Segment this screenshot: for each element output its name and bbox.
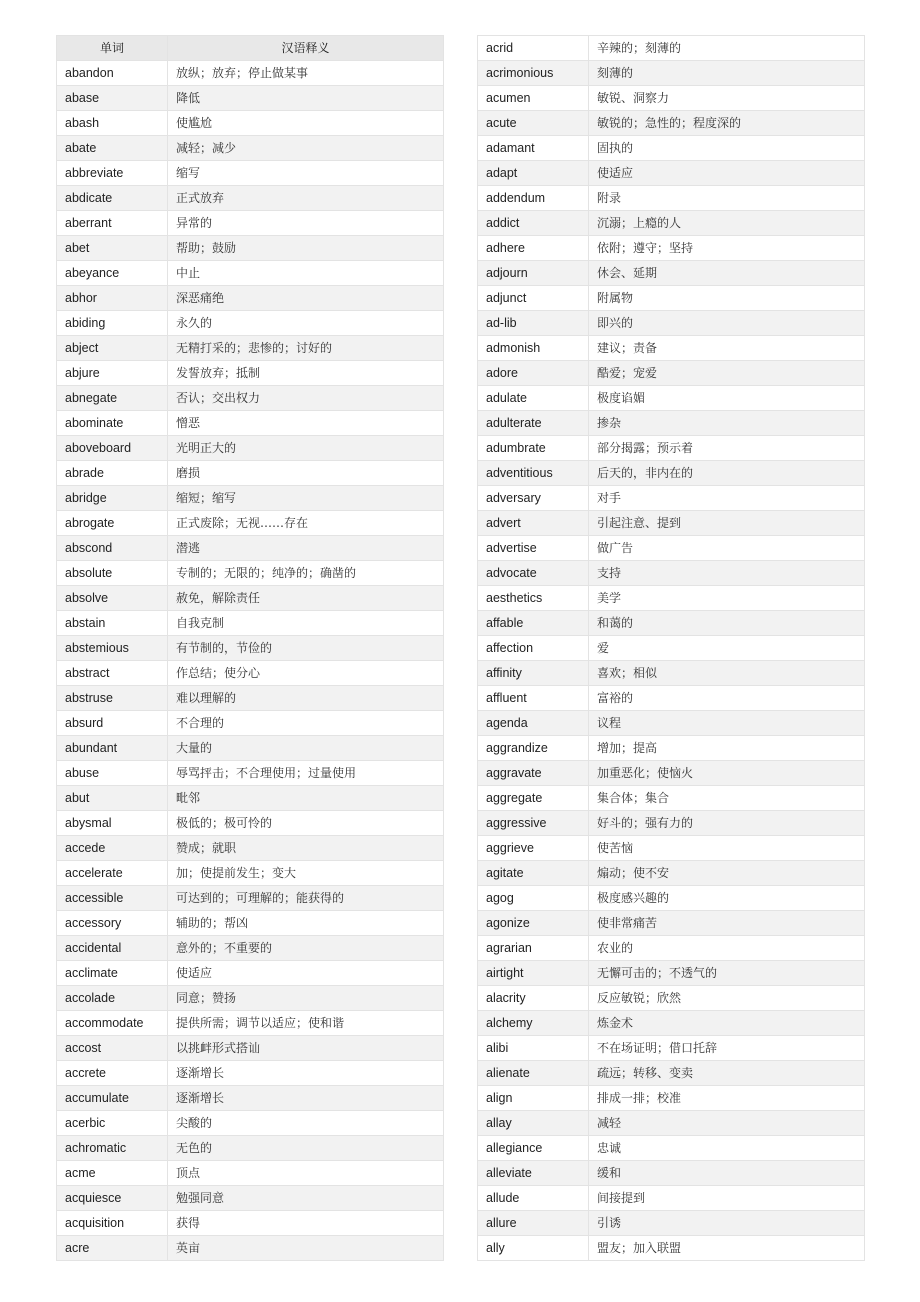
definition-cell: 光明正大的	[168, 436, 444, 461]
table-row	[478, 886, 865, 911]
definition-cell: 加重恶化；使恼火	[589, 761, 865, 786]
table-row	[57, 411, 444, 436]
definition-cell: 后天的，非内在的	[589, 461, 865, 486]
word-cell: acerbic	[57, 1111, 168, 1136]
table-row	[57, 1011, 444, 1036]
definition-cell: 辱骂抨击；不合理使用；过量使用	[168, 761, 444, 786]
word-cell: adventitious	[478, 461, 589, 486]
word-cell: accelerate	[57, 861, 168, 886]
word-cell: alacrity	[478, 986, 589, 1011]
table-row	[478, 836, 865, 861]
table-row	[478, 511, 865, 536]
definition-cell: 获得	[168, 1211, 444, 1236]
definition-cell: 间接提到	[589, 1186, 865, 1211]
word-cell: aberrant	[57, 211, 168, 236]
table-row	[57, 836, 444, 861]
word-cell: aboveboard	[57, 436, 168, 461]
word-cell: acre	[57, 1236, 168, 1261]
definition-cell: 无精打采的；悲惨的；讨好的	[168, 336, 444, 361]
definition-cell: 专制的；无限的；纯净的；确凿的	[168, 561, 444, 586]
table-row	[57, 1211, 444, 1236]
table-row	[478, 1236, 865, 1261]
definition-cell: 使苦恼	[589, 836, 865, 861]
word-cell: alienate	[478, 1061, 589, 1086]
definition-cell: 缩写	[168, 161, 444, 186]
word-cell: abrade	[57, 461, 168, 486]
table-row	[478, 1161, 865, 1186]
word-cell: abject	[57, 336, 168, 361]
vocabulary-table-right	[477, 35, 865, 1261]
word-cell: accommodate	[57, 1011, 168, 1036]
table-row	[57, 736, 444, 761]
table-row	[478, 536, 865, 561]
word-cell: aesthetics	[478, 586, 589, 611]
definition-cell: 可达到的；可理解的；能获得的	[168, 886, 444, 911]
table-row	[478, 361, 865, 386]
definition-cell: 附属物	[589, 286, 865, 311]
definition-cell: 引诱	[589, 1211, 865, 1236]
definition-cell: 炼金术	[589, 1011, 865, 1036]
definition-cell: 尖酸的	[168, 1111, 444, 1136]
word-cell: advertise	[478, 536, 589, 561]
table-row	[478, 111, 865, 136]
table-row	[478, 736, 865, 761]
table-row	[57, 511, 444, 536]
definition-cell: 忠诚	[589, 1136, 865, 1161]
definition-cell: 刻薄的	[589, 61, 865, 86]
word-cell: abase	[57, 86, 168, 111]
table-row	[478, 161, 865, 186]
definition-cell: 酷爱；宠爱	[589, 361, 865, 386]
word-cell: abscond	[57, 536, 168, 561]
definition-cell: 辛辣的；刻薄的	[589, 36, 865, 61]
word-cell: aggregate	[478, 786, 589, 811]
word-cell: aggressive	[478, 811, 589, 836]
definition-cell: 正式放弃	[168, 186, 444, 211]
word-cell: acrid	[478, 36, 589, 61]
definition-cell: 极度感兴趣的	[589, 886, 865, 911]
table-row	[57, 1236, 444, 1261]
word-cell: accessory	[57, 911, 168, 936]
word-cell: abstract	[57, 661, 168, 686]
definition-cell: 有节制的，节俭的	[168, 636, 444, 661]
definition-cell: 使适应	[168, 961, 444, 986]
table-row	[478, 1036, 865, 1061]
word-cell: absolute	[57, 561, 168, 586]
definition-cell: 正式废除；无视……存在	[168, 511, 444, 536]
table-row	[57, 986, 444, 1011]
word-cell: abdicate	[57, 186, 168, 211]
word-cell: adhere	[478, 236, 589, 261]
definition-cell: 爱	[589, 636, 865, 661]
vocabulary-table-left	[56, 35, 444, 1261]
word-cell: alleviate	[478, 1161, 589, 1186]
word-cell: abate	[57, 136, 168, 161]
word-cell: acute	[478, 111, 589, 136]
word-cell: aggrandize	[478, 736, 589, 761]
word-cell: abandon	[57, 61, 168, 86]
definition-cell: 以挑衅形式搭讪	[168, 1036, 444, 1061]
table-row	[478, 461, 865, 486]
table-row	[57, 1111, 444, 1136]
definition-cell: 意外的；不重要的	[168, 936, 444, 961]
definition-cell: 对手	[589, 486, 865, 511]
table-row	[57, 386, 444, 411]
table-row	[478, 1061, 865, 1086]
table-row	[478, 236, 865, 261]
table-header-row	[57, 36, 444, 61]
word-cell: acclimate	[57, 961, 168, 986]
definition-cell: 疏远；转移、变卖	[589, 1061, 865, 1086]
table-row	[478, 611, 865, 636]
table-row	[478, 436, 865, 461]
table-row	[478, 961, 865, 986]
word-cell: advocate	[478, 561, 589, 586]
word-cell: affection	[478, 636, 589, 661]
definition-cell: 发誓放弃；抵制	[168, 361, 444, 386]
word-cell: agonize	[478, 911, 589, 936]
definition-cell: 憎恶	[168, 411, 444, 436]
word-cell: admonish	[478, 336, 589, 361]
definition-cell: 富裕的	[589, 686, 865, 711]
definition-cell: 缓和	[589, 1161, 865, 1186]
word-cell: adore	[478, 361, 589, 386]
definition-cell: 喜欢；相似	[589, 661, 865, 686]
definition-cell: 敏锐的；急性的；程度深的	[589, 111, 865, 136]
word-cell: alchemy	[478, 1011, 589, 1036]
word-cell: adamant	[478, 136, 589, 161]
table-row	[57, 686, 444, 711]
word-cell: abstruse	[57, 686, 168, 711]
table-row	[57, 461, 444, 486]
table-row	[57, 886, 444, 911]
vocabulary-table-left-body	[57, 61, 444, 1261]
table-row	[478, 186, 865, 211]
definition-cell: 勉强同意	[168, 1186, 444, 1211]
word-cell: adumbrate	[478, 436, 589, 461]
table-row	[57, 1036, 444, 1061]
table-row	[478, 561, 865, 586]
word-cell: airtight	[478, 961, 589, 986]
definition-cell: 不合理的	[168, 711, 444, 736]
word-cell: adapt	[478, 161, 589, 186]
definition-cell: 不在场证明；借口托辞	[589, 1036, 865, 1061]
table-row	[478, 786, 865, 811]
word-cell: abbreviate	[57, 161, 168, 186]
word-cell: abiding	[57, 311, 168, 336]
definition-cell: 极低的；极可怜的	[168, 811, 444, 836]
table-row	[57, 961, 444, 986]
table-row	[478, 861, 865, 886]
table-row	[57, 1136, 444, 1161]
definition-cell: 议程	[589, 711, 865, 736]
table-row	[478, 761, 865, 786]
table-row	[478, 661, 865, 686]
table-row	[478, 711, 865, 736]
word-cell: accost	[57, 1036, 168, 1061]
word-cell: accede	[57, 836, 168, 861]
table-row	[57, 561, 444, 586]
definition-cell: 农业的	[589, 936, 865, 961]
definition-cell: 自我克制	[168, 611, 444, 636]
definition-cell: 磨损	[168, 461, 444, 486]
word-cell: adulterate	[478, 411, 589, 436]
definition-cell: 即兴的	[589, 311, 865, 336]
definition-cell: 好斗的；强有力的	[589, 811, 865, 836]
word-cell: abstain	[57, 611, 168, 636]
definition-cell: 建议；责备	[589, 336, 865, 361]
table-row	[57, 536, 444, 561]
word-cell: ad-lib	[478, 311, 589, 336]
definition-cell: 使适应	[589, 161, 865, 186]
word-cell: acme	[57, 1161, 168, 1186]
definition-cell: 支持	[589, 561, 865, 586]
table-row	[57, 661, 444, 686]
table-row	[57, 111, 444, 136]
definition-cell: 否认；交出权力	[168, 386, 444, 411]
word-cell: abrogate	[57, 511, 168, 536]
table-row	[57, 86, 444, 111]
word-cell: agenda	[478, 711, 589, 736]
definition-cell: 沉溺；上瘾的人	[589, 211, 865, 236]
word-cell: allegiance	[478, 1136, 589, 1161]
table-row	[57, 586, 444, 611]
word-cell: agrarian	[478, 936, 589, 961]
table-row	[57, 761, 444, 786]
table-row	[57, 161, 444, 186]
table-row	[478, 36, 865, 61]
table-row	[478, 1186, 865, 1211]
table-row	[478, 586, 865, 611]
word-cell: abridge	[57, 486, 168, 511]
word-cell: abstemious	[57, 636, 168, 661]
word-cell: affable	[478, 611, 589, 636]
definition-cell: 集合体；集合	[589, 786, 865, 811]
table-row	[478, 1136, 865, 1161]
word-cell: addict	[478, 211, 589, 236]
word-cell: absurd	[57, 711, 168, 736]
word-cell: aggravate	[478, 761, 589, 786]
word-cell: accolade	[57, 986, 168, 1011]
definition-cell: 盟友；加入联盟	[589, 1236, 865, 1261]
table-row	[57, 311, 444, 336]
table-row	[57, 1161, 444, 1186]
word-cell: addendum	[478, 186, 589, 211]
table-row	[57, 936, 444, 961]
table-row	[478, 986, 865, 1011]
definition-cell: 加；使提前发生；变大	[168, 861, 444, 886]
table-row	[57, 61, 444, 86]
definition-cell: 煽动；使不安	[589, 861, 865, 886]
table-row	[57, 636, 444, 661]
definition-cell: 降低	[168, 86, 444, 111]
definition-cell: 排成一排；校准	[589, 1086, 865, 1111]
table-row	[478, 811, 865, 836]
definition-cell: 使非常痛苦	[589, 911, 865, 936]
definition-cell: 中止	[168, 261, 444, 286]
table-row	[57, 861, 444, 886]
definition-cell: 引起注意、提到	[589, 511, 865, 536]
word-cell: accessible	[57, 886, 168, 911]
definition-cell: 逐渐增长	[168, 1061, 444, 1086]
table-row	[57, 261, 444, 286]
word-cell: abut	[57, 786, 168, 811]
table-row	[57, 361, 444, 386]
definition-cell: 无色的	[168, 1136, 444, 1161]
definition-cell: 逐渐增长	[168, 1086, 444, 1111]
definition-cell: 美学	[589, 586, 865, 611]
word-cell: acquisition	[57, 1211, 168, 1236]
table-row	[478, 311, 865, 336]
definition-cell: 辅助的；帮凶	[168, 911, 444, 936]
word-cell: absolve	[57, 586, 168, 611]
definition-cell: 依附；遵守；坚持	[589, 236, 865, 261]
definition-cell: 潜逃	[168, 536, 444, 561]
definition-cell: 放纵；放弃；停止做某事	[168, 61, 444, 86]
definition-cell: 作总结；使分心	[168, 661, 444, 686]
vocabulary-table-right-body	[478, 36, 865, 1261]
word-cell: acumen	[478, 86, 589, 111]
definition-cell: 固执的	[589, 136, 865, 161]
table-row	[57, 1061, 444, 1086]
word-cell: ally	[478, 1236, 589, 1261]
word-cell: accumulate	[57, 1086, 168, 1111]
word-cell: advert	[478, 511, 589, 536]
definition-cell: 极度谄媚	[589, 386, 865, 411]
word-cell: aggrieve	[478, 836, 589, 861]
word-cell: agitate	[478, 861, 589, 886]
word-cell: abash	[57, 111, 168, 136]
word-cell: accrete	[57, 1061, 168, 1086]
definition-cell: 增加；提高	[589, 736, 865, 761]
definition-cell: 大量的	[168, 736, 444, 761]
word-cell: abet	[57, 236, 168, 261]
definition-cell: 赞成；就职	[168, 836, 444, 861]
table-row	[478, 411, 865, 436]
table-row	[478, 636, 865, 661]
word-cell: align	[478, 1086, 589, 1111]
word-cell: allude	[478, 1186, 589, 1211]
definition-cell: 英亩	[168, 1236, 444, 1261]
word-cell: accidental	[57, 936, 168, 961]
table-row	[57, 211, 444, 236]
table-row	[478, 686, 865, 711]
table-row	[478, 486, 865, 511]
word-cell: adulate	[478, 386, 589, 411]
word-cell: adjourn	[478, 261, 589, 286]
definition-cell: 异常的	[168, 211, 444, 236]
table-row	[57, 286, 444, 311]
definition-cell: 帮助；鼓励	[168, 236, 444, 261]
definition-cell: 无懈可击的；不透气的	[589, 961, 865, 986]
table-row	[57, 336, 444, 361]
table-row	[478, 386, 865, 411]
word-cell: achromatic	[57, 1136, 168, 1161]
word-cell: affinity	[478, 661, 589, 686]
word-cell: abeyance	[57, 261, 168, 286]
definition-cell: 减轻；减少	[168, 136, 444, 161]
table-row	[57, 786, 444, 811]
table-row	[57, 486, 444, 511]
table-row	[478, 911, 865, 936]
word-cell: abuse	[57, 761, 168, 786]
definition-cell: 休会、延期	[589, 261, 865, 286]
table-row	[478, 286, 865, 311]
definition-cell: 附录	[589, 186, 865, 211]
table-row	[478, 1111, 865, 1136]
definition-cell: 敏锐、洞察力	[589, 86, 865, 111]
table-row	[57, 136, 444, 161]
table-row	[57, 711, 444, 736]
table-row	[478, 86, 865, 111]
definition-cell: 部分揭露；预示着	[589, 436, 865, 461]
word-column-header: 单词	[57, 36, 168, 61]
word-cell: abnegate	[57, 386, 168, 411]
definition-cell: 顶点	[168, 1161, 444, 1186]
word-cell: adjunct	[478, 286, 589, 311]
table-row	[57, 811, 444, 836]
definition-cell: 掺杂	[589, 411, 865, 436]
table-row	[57, 1186, 444, 1211]
definition-cell: 缩短；缩写	[168, 486, 444, 511]
word-cell: allure	[478, 1211, 589, 1236]
table-row	[478, 261, 865, 286]
definition-cell: 难以理解的	[168, 686, 444, 711]
word-cell: allay	[478, 1111, 589, 1136]
word-cell: abjure	[57, 361, 168, 386]
table-row	[478, 1086, 865, 1111]
table-row	[478, 211, 865, 236]
definition-cell: 永久的	[168, 311, 444, 336]
table-row	[478, 136, 865, 161]
definition-cell: 毗邻	[168, 786, 444, 811]
word-cell: abundant	[57, 736, 168, 761]
word-cell: acquiesce	[57, 1186, 168, 1211]
definition-cell: 同意；赞扬	[168, 986, 444, 1011]
definition-cell: 深恶痛绝	[168, 286, 444, 311]
word-cell: adversary	[478, 486, 589, 511]
definition-cell: 赦免，解除责任	[168, 586, 444, 611]
definition-cell: 提供所需；调节以适应；使和谐	[168, 1011, 444, 1036]
table-row	[57, 186, 444, 211]
word-cell: abhor	[57, 286, 168, 311]
table-row	[57, 236, 444, 261]
table-row	[57, 1086, 444, 1111]
word-cell: affluent	[478, 686, 589, 711]
definition-cell: 和蔼的	[589, 611, 865, 636]
table-row	[478, 1011, 865, 1036]
word-cell: acrimonious	[478, 61, 589, 86]
table-row	[478, 936, 865, 961]
table-row	[57, 436, 444, 461]
word-cell: abominate	[57, 411, 168, 436]
word-cell: alibi	[478, 1036, 589, 1061]
table-row	[478, 61, 865, 86]
table-row	[57, 911, 444, 936]
table-row	[478, 1211, 865, 1236]
definition-cell: 做广告	[589, 536, 865, 561]
table-row	[57, 611, 444, 636]
definition-column-header: 汉语释义	[168, 36, 444, 61]
word-cell: agog	[478, 886, 589, 911]
table-row	[478, 336, 865, 361]
definition-cell: 使尴尬	[168, 111, 444, 136]
word-cell: abysmal	[57, 811, 168, 836]
definition-cell: 反应敏锐；欣然	[589, 986, 865, 1011]
definition-cell: 减轻	[589, 1111, 865, 1136]
